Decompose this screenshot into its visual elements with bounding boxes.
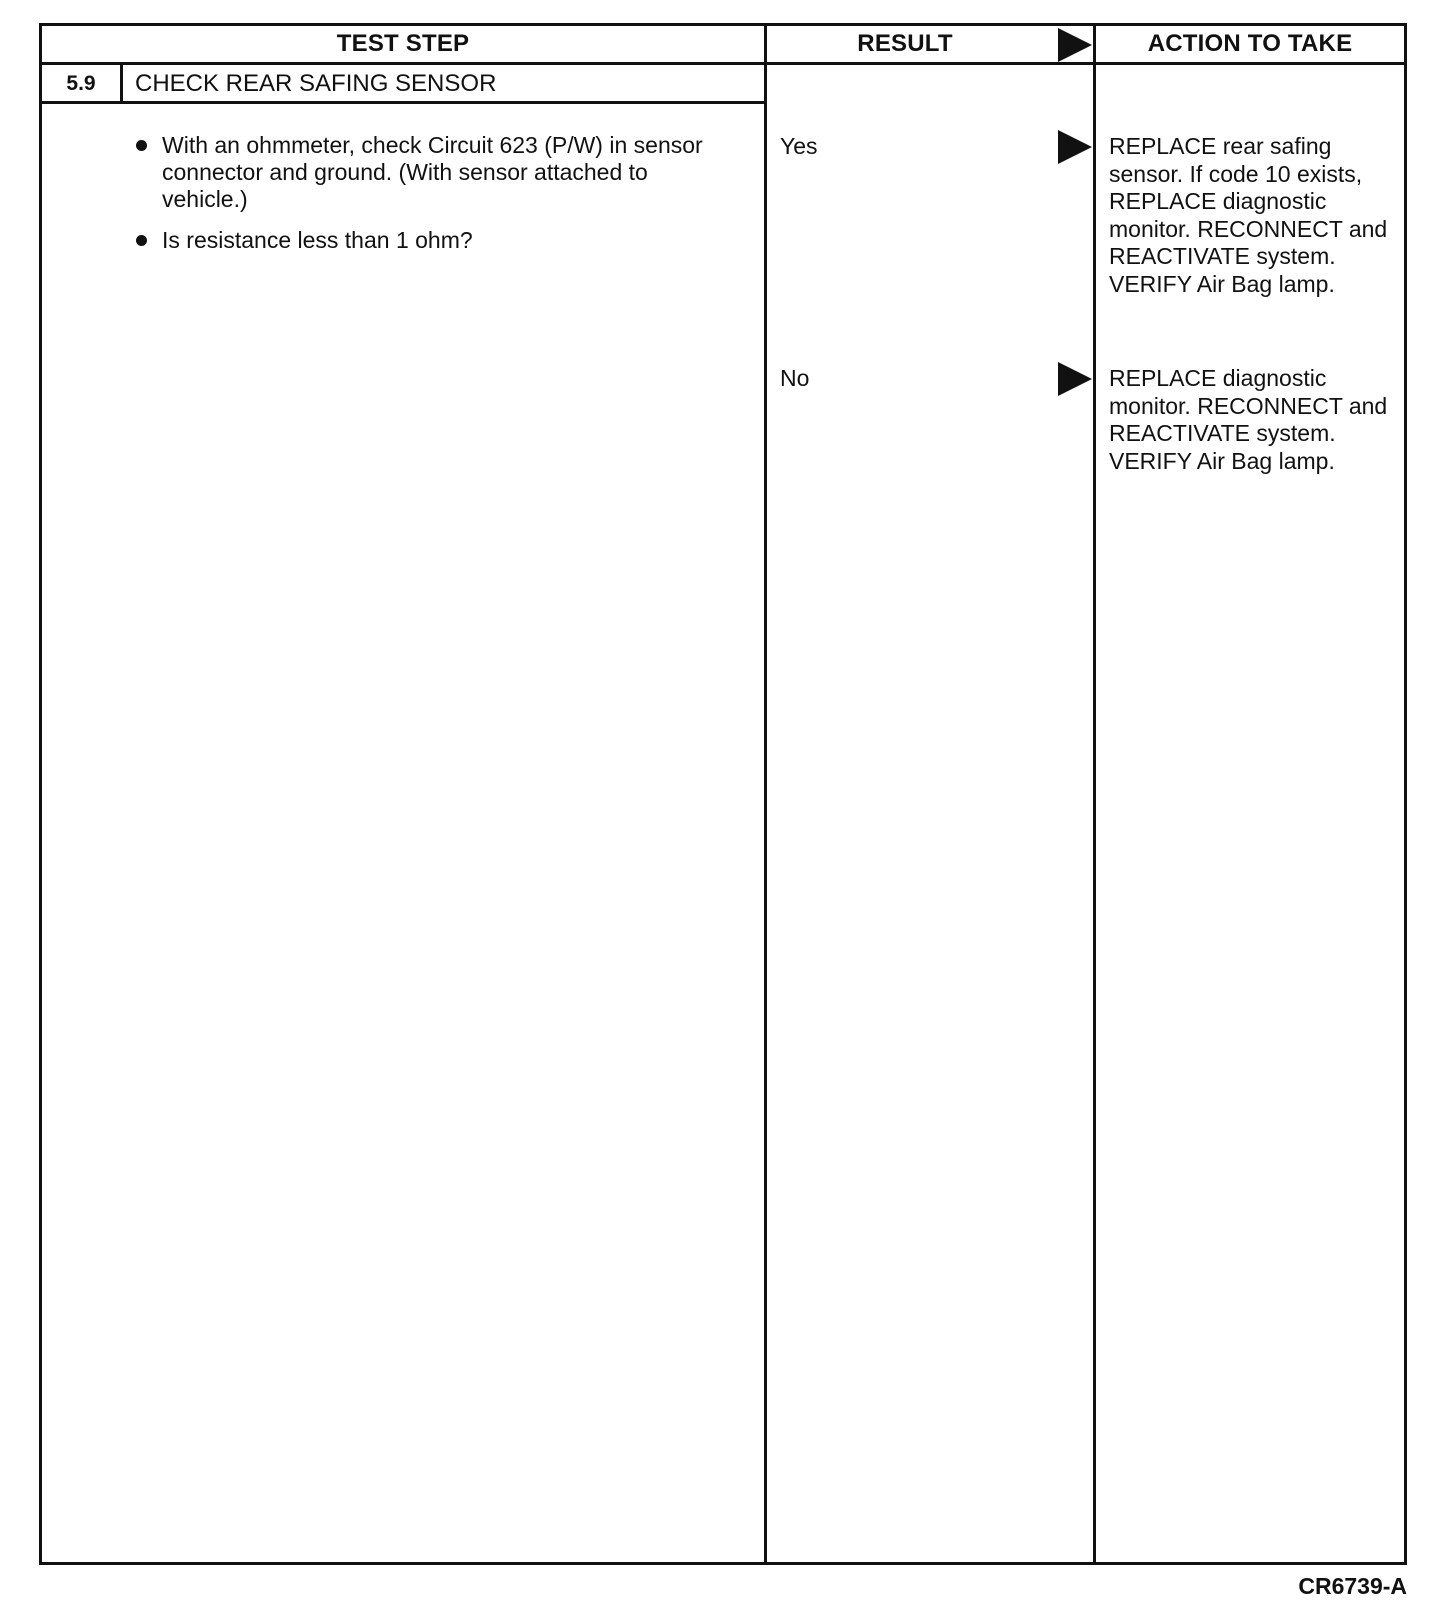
header-test-step: TEST STEP [336, 30, 470, 57]
bullet-icon [136, 235, 147, 246]
action-yes: REPLACE rear safing sensor. If code 10 exists, REPLACE diagnostic monitor. RECONNECT and REACTIVATE system. VERIFY Air Bag lamp. [1109, 133, 1388, 297]
step-instructions [134, 132, 734, 268]
header-result: RESULT [857, 30, 953, 57]
action-no: REPLACE diagnostic monitor. RECONNECT and REACTIVATE system. VERIFY Air Bag lamp. [1109, 365, 1388, 474]
result-yes-arrow-icon [1058, 130, 1092, 164]
step-title: CHECK REAR SAFING SENSOR [135, 70, 497, 97]
column-divider-test-result [764, 23, 767, 1565]
header-action-to-take: ACTION TO TAKE [1147, 30, 1353, 57]
instruction-text: With an ohmmeter, check Circuit 623 (P/W) in sensor connector and ground. (With sensor attached to vehicle.) [162, 132, 703, 212]
column-divider-result-action [1093, 23, 1096, 1565]
figure-code: CR6739-A [1298, 1573, 1407, 1599]
bullet-icon [136, 140, 147, 151]
step-number-divider [120, 62, 123, 103]
result-no: No [780, 365, 810, 391]
step-number: 5.9 [66, 72, 96, 95]
result-no-arrow-icon [1058, 362, 1092, 396]
instruction-item [134, 227, 734, 254]
instruction-text: Is resistance less than 1 ohm? [162, 227, 473, 253]
result-yes: Yes [780, 133, 818, 159]
instruction-item [134, 132, 734, 213]
header-arrow-icon [1058, 28, 1092, 62]
